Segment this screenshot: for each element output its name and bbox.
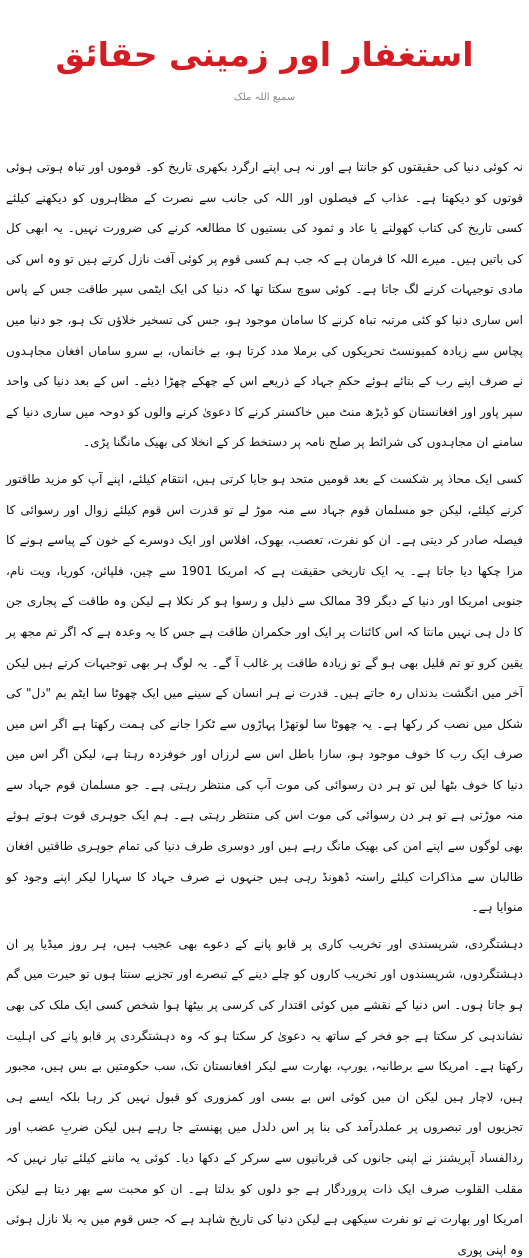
paragraph-2: کسی ایک محاذ پر شکست کے بعد قومیں متحد ہو جایا کرتی ہیں، انتقام کیلئے، اپنے آپ کو مزید طاقتور کرنے کیلئے، لیکن جو مسلمان قوم جہاد سے منہ موڑ لے تو قدرت اس قوم کیلئے زوال اور رسوائی کا فیصلہ صادر کر دیتی ہے۔ ان کو نفرت، تعصب، بھوک، افلاس اور ایک دوسرے کے خون کے پیاسے ہونے کا مزا چکھا دیا جاتا ہے۔ یہ ایک تاریخی حقیقت ہے کہ امریکا 1901 سے چین، فلپائن، کوریا، ویت نام، جنوبی امریکا اور دنیا کے دیگر 39 ممالک سے ذلیل و رسوا ہو کر نکلا ہے لیکن وہ طاقت کے پجاری جن کا دل ہی نہیں مانتا کہ اس کائنات پر ایک اور حکمران طاقت ہے جس کا یہ وعدہ ہے کہ اگر تم مجھ پر یقین کرو تو تم قلیل بھی ہو گے تو زیادہ طاقت پر غالب آ گے۔ یہ لوگ ہر بھی توجیہات کرتے ہیں لیکن آخر میں انگشت بدنداں رہ جاتے ہیں۔ قدرت نے ہر انسان کے سینے میں ایک چھوٹا سا ایٹم بم "دل" کی شکل میں نصب کر رکھا ہے۔ یہ چھوٹا سا لوتھڑا پہاڑوں سے ٹکرا جانے کی ہمت رکھتا ہے اگر اس میں صرف ایک رب کا خوف موجود ہو، سارا باطل اس سے لرزاں اور خوفزدہ رہتا ہے، لیکن اگر اس میں دنیا کا خوف بٹھا لیں تو ہر دن رسوائی کی موت آپ کی منتظر رہتی ہے۔ جو مسلمان قوم جہاد سے منہ موڑتی ہے تو ہر دن رسوائی کی موت اس کی منتظر رہتی ہے۔ ہم ایک جوہری قوت ہوتے ہوئے بھی لوگوں سے اپنے امن کی بھیک مانگ رہے ہیں اور دوسری طرف دنیا کی تمام جوہری طاقتیں افغان طالبان سے مذاکرات کیلئے راستہ ڈھونڈ رہی ہیں جنہوں نے صرف جہاد کا سہارا لیکر اپنے وجود کو منوایا ہے۔	[6, 471, 523, 915]
article-title: استغفار اور زمینی حقائق	[55, 35, 474, 74]
paragraph-1: نہ کوئی دنیا کی حقیقتوں کو جانتا ہے اور نہ ہی اپنے ارگرد بکھری تاریخ کو۔ قوموں اور تباہ ہوتی ہوئی قوتوں کو دیکھتا ہے۔ عذاب کے فیصلوں اور اللہ کی جانب سے نصرت کے مظاہروں کو دیکھنے کیلئے کسی تاریخ کی کتاب کھولنے یا عاد و ثمود کی بستیوں کا مطالعہ کرنے کی ضرورت نہیں۔ یہ ابھی کل کی باتیں ہیں۔ میرے اللہ کا فرمان ہے کہ جب ہم کسی قوم پر کوئی آفت نازل کرتے ہیں تو وہ اس کی مادی توجیہات کرنے لگ جاتا ہے۔ کوئی سوچ سکتا تھا کہ دنیا کی ایک ایٹمی سپر طاقت جس کے پاس اس ساری دنیا کو کئی مرتبہ تباہ کرنے کا سامان موجود ہو، جس کی تسخیر خلاؤں تک ہو، جو دنیا میں پچاس سے زیادہ کمیونسٹ تحریکوں کی برملا مدد کرتا ہو، بے خانماں، بے سرو ساماں افغان مجاہدوں نے صرف اپنے رب کے بتائے ہوئے حکمِ جہاد کے ذریعے اس کے چھکے چھڑا دیئے۔ اس کے بعد دنیا کی واحد سپر پاور اور افغانستان کو ڈیڑھ منٹ میں خاکستر کرنے کا دعویٰ کرنے والوں کو دوحہ میں ساری دنیا کے سامنے ان مجاہدوں کی شرائط پر صلح نامہ پر دستخط کر کے انخلا کی بھیک مانگنا پڑی۔	[6, 160, 523, 450]
article-body	[6, 152, 523, 1258]
paragraph-3: دہشتگردی، شرپسندی اور تخریب کاری پر قابو پانے کے دعوے بھی عجیب ہیں، ہر روز میڈیا پر ان دہشتگردوں، شرپسندوں اور تخریب کاروں کو چلے دینے کے تبصرے اور تجزیے سنتا ہوں تو حیرت میں گم ہو جاتا ہوں۔ اس دنیا کے نقشے میں کوئی اقتدار کی کرسی پر بیٹھا ہوا شخص کسی ایک ملک کی بھی نشاندہی کر سکتا ہے جو فخر کے ساتھ یہ دعویٰ کر سکتا ہو کہ وہ دہشتگردی پر قابو پانے کی اہلیت رکھتا ہے۔ امریکا سے برطانیہ، یورپ، بھارت سے لیکر افغانستان تک، سب حکومتیں بے بس ہیں، مجبور ہیں، لاچار ہیں لیکن ان میں کوئی اس بے بسی اور کمزوری کو قبول نہیں کر رہا بلکہ ایسے ہی تجزیوں اور تبصروں پر عملدرآمد کی بنا پر اس دلدل میں پھنستے جا رہے ہیں لیکن ضربِ عضب اور ردالفساد آپریشنز نے اپنی جانوں کی قربانیوں سے سرکر کے دکھا دیا۔ کوئی یہ ماننے کیلئے تیار نہیں کہ مقلب القلوب صرف ایک ذات پروردگار ہے جو دلوں کو بدلتا ہے۔ ان کو محبت سے بھر دیتا ہے لیکن امریکا اور بھارت نے تو نفرت سیکھی ہے لیکن دنیا کی تاریخ شاہد ہے کہ جس قوم میں یہ بلا نازل ہوئی وہ اپنی پوری	[6, 936, 523, 1257]
author-byline: سمیع اللہ ملک	[233, 92, 296, 103]
